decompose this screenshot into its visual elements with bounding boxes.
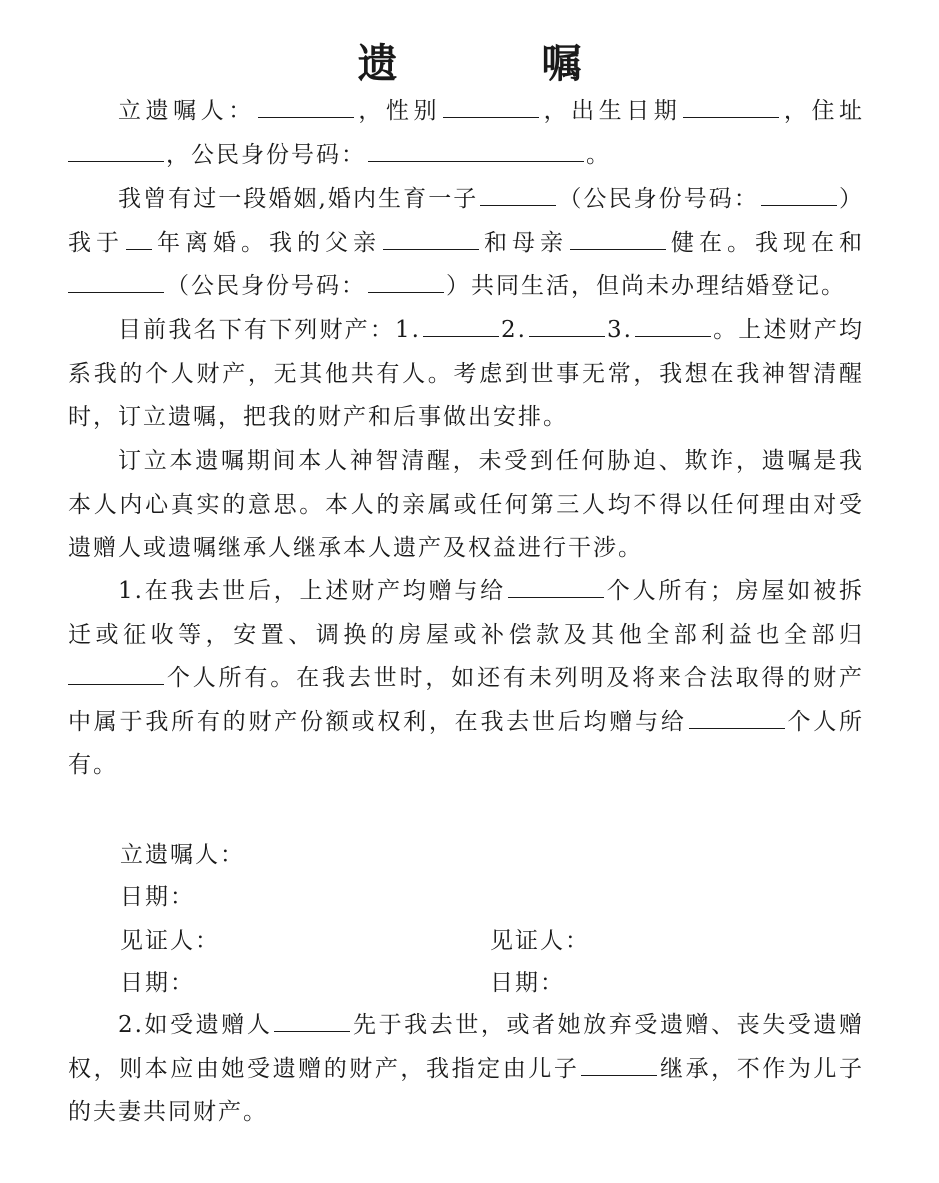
text-segment: 继承，不作为儿子的夫妻共同财产。 — [68, 1055, 865, 1125]
witness-right-label: 见证人： — [490, 928, 590, 954]
text-segment: （公民身份号码： — [558, 186, 759, 212]
partner-id-blank — [368, 266, 444, 293]
text-segment: 立遗嘱人： — [118, 98, 256, 124]
birth-date-blank — [683, 91, 779, 118]
testator-name-blank — [258, 91, 354, 118]
legatee-name-blank — [274, 1005, 350, 1032]
text-segment: 和母亲 — [481, 229, 568, 256]
father-name-blank — [383, 223, 479, 250]
beneficiary-blank-2 — [68, 658, 164, 685]
text-segment: 健在。我现在和 — [668, 229, 864, 256]
text-segment: 。 — [586, 141, 611, 168]
text-segment: 3. — [606, 317, 633, 343]
text-segment: 年离婚。我的父亲 — [154, 229, 381, 256]
bequest-clause-1 — [68, 570, 864, 788]
divorce-year-blank — [126, 223, 152, 250]
text-segment: 先于我去世，或者她放弃受遗赠、丧失受遗赠权，则本应由她受遗赠的财产，我指定由儿子 — [68, 1012, 864, 1082]
partner-name-blank — [68, 266, 164, 293]
text-segment: ，出生日期 — [541, 98, 682, 124]
gender-blank — [443, 91, 539, 118]
text-segment: 1.在我去世后，上述财产均赠与给 — [118, 578, 506, 604]
mother-name-blank — [570, 223, 666, 250]
testator-signature-label: 立遗嘱人： — [120, 842, 245, 868]
witness-left-date-label: 日期： — [120, 970, 195, 996]
testator-info-paragraph — [68, 90, 864, 177]
signature-date-label: 日期： — [120, 884, 195, 910]
text-segment: 。上述财产均系我的个人财产，无其他共有人。考虑到世事无常，我想在我神智清醒时，订立遗嘱，把我的财产和后事做出安排。 — [68, 317, 864, 430]
text-segment: 个人所有。 — [68, 708, 865, 778]
text-segment: ，住址 — [781, 98, 865, 124]
text-segment: 个人所有；房屋如被拆迁或征收等，安置、调换的房屋或补偿款及其他全部利益也全部归 — [68, 578, 865, 648]
beneficiary-blank-3 — [689, 702, 785, 729]
family-status-paragraph — [68, 178, 864, 309]
text-segment: ，公民身份号码： — [166, 141, 366, 168]
text-segment: （公民身份号码： — [166, 273, 366, 299]
beneficiary-blank-1 — [508, 571, 604, 598]
address-blank — [68, 135, 164, 162]
text-segment: 我曾有过一段婚姻,婚内生育一子 — [118, 186, 479, 212]
property-list-paragraph — [68, 309, 864, 440]
text-segment: 目前我名下有下列财产：1. — [118, 317, 421, 343]
bequest-clause-2 — [68, 1004, 864, 1135]
id-number-blank — [368, 135, 584, 162]
text-segment: 2.如受遗赠人 — [118, 1012, 273, 1038]
son-name-blank — [480, 179, 556, 206]
text-segment: ）我于 — [68, 186, 865, 256]
property-3-blank — [635, 310, 711, 337]
witness-right-date-label: 日期： — [490, 970, 565, 996]
document-title: 遗 嘱 — [357, 41, 634, 87]
text-segment: ，性别 — [355, 98, 442, 124]
son-heir-blank — [581, 1049, 657, 1076]
son-id-blank — [761, 179, 837, 206]
property-1-blank — [423, 310, 499, 337]
witness-left-label: 见证人： — [120, 928, 220, 954]
text-segment: ）共同生活，但尚未办理结婚登记。 — [446, 273, 846, 299]
declaration-paragraph — [68, 440, 864, 571]
property-2-blank — [529, 310, 605, 337]
text-segment: 个人所有。在我去世时，如还有未列明及将来合法取得的财产中属于我所有的财产份额或权利，在我去世后均赠与给 — [68, 665, 864, 735]
text-segment: 订立本遗嘱期间本人神智清醒，未受到任何胁迫、欺诈，遗嘱是我本人内心真实的意思。本人的亲属或任何第三人均不得以任何理由对受遗赠人或遗嘱继承人继承本人遗产及权益进行干涉。 — [68, 448, 864, 561]
text-segment: 2. — [500, 317, 527, 343]
